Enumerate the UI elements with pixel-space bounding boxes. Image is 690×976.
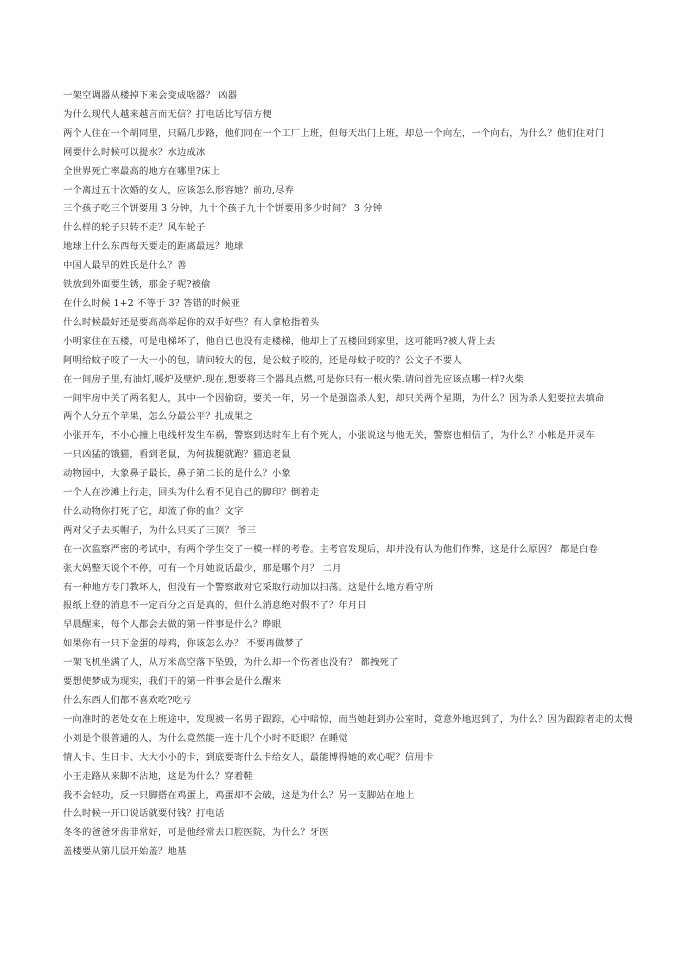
- riddle-line: 全世界死亡率最高的地方在哪里?床上: [63, 165, 221, 177]
- riddle-line: 在一次监察严密的考试中，有两个学生交了一模一样的考卷。主考官发现后，却并没有认为他们作弊，这是什么原因？ 都是白卷: [63, 543, 598, 555]
- riddle-line: 什么动物你打死了它，却流了你的血？文字: [63, 505, 244, 517]
- riddle-line: 小王走路从来脚不沾地，这是为什么？穿着鞋: [63, 770, 253, 782]
- riddle-line: 一只凶猛的饿猫，看到老鼠，为何拔腿就跑？猫追老鼠: [63, 449, 291, 461]
- riddle-line: 一架飞机坐满了人，从万米高空落下坠毁，为什么却一个伤者也没有？ 都拽死了: [63, 657, 399, 669]
- riddle-line: 两个人分五个苹果，怎么分最公平？扎成果之: [63, 411, 253, 423]
- riddle-line: 盖楼要从第几层开始盖？地基: [63, 846, 187, 858]
- riddle-line: 一架空调器从楼掉下来会变成啥器？ 凶器: [63, 90, 238, 101]
- riddle-list: [63, 87, 688, 862]
- riddle-line: 什么样的轮子只转不走？风车轮子: [63, 222, 206, 234]
- riddle-line: 如果你有一只下金蛋的母鸡，你该怎么办？ 不要再做梦了: [63, 638, 304, 650]
- riddle-line: 阿明给蚊子咬了一大一小的包，请问较大的包，是公蚊子咬的，还是母蚊子咬的？公文子不要人: [63, 354, 462, 366]
- riddle-line: 情人卡、生日卡、大大小小的卡，到底要寄什么卡给女人，最能博得她的欢心呢？信用卡: [63, 751, 434, 763]
- riddle-line: 三个孩子吃三个饼要用 3 分钟，九十个孩子九十个饼要用多少时间？ 3 分钟: [63, 203, 383, 215]
- riddle-line: 小张开车，不小心撞上电线杆发生车祸，警察到达时车上有个死人，小张说这与他无关，警察也相信了，为什么？小帐是开灵车: [63, 430, 595, 442]
- riddle-line: 中国人最早的姓氏是什么？善: [63, 260, 187, 272]
- riddle-line: 早晨醒来，每个人都会去做的第一件事是什么？睁眼: [63, 619, 282, 631]
- riddle-line: 一间牢房中关了两名犯人，其中一个因偷窃，要关一年，另一个是强盗杀人犯，却只关两个星期，为什么？因为杀人犯要拉去填命: [63, 392, 605, 404]
- riddle-line: 在什么时候 1+2 不等于 3? 答错的时候亚: [63, 297, 241, 309]
- riddle-line: 张大妈整天说个不停，可有一个月她说话最少，那是哪个月？ 二月: [63, 562, 342, 574]
- riddle-line: 要想使梦成为现实，我们干的第一件事会是什么醒来: [63, 676, 282, 688]
- riddle-line: 为什么现代人越来越言而无信？打电话比写信方便: [63, 108, 272, 120]
- riddle-line: 冬冬的爸爸牙齿非常好，可是他经常去口腔医院，为什么？牙医: [63, 827, 329, 839]
- riddle-line: 地球上什么东西每天要走的距离最远？地球: [63, 241, 244, 253]
- riddle-line: 什么东西人们都不喜欢吃?吃亏: [63, 695, 192, 706]
- riddle-line: 报纸上登的消息不一定百分之百是真的，但什么消息绝对假不了？年月日: [63, 600, 367, 612]
- riddle-line: 一个离过五十次婚的女人，应该怎么形容她？前功,尽弃: [63, 184, 295, 196]
- riddle-line: 什么时候一开口说话就要付钱？打电话: [63, 808, 225, 820]
- riddle-line: 小明家住在五楼，可是电梯坏了，他自已也没有走楼梯，他却上了五楼回到家里，这可能吗?被人背上去: [63, 335, 496, 347]
- riddle-line: 两对父子去买帽子，为什么只买了三顶？ 爷三: [63, 524, 257, 536]
- riddle-paragraph: 一向准时的老处女在上班途中，发现被一名男子跟踪，心中暗惊，而当她赶到办公室时，竟意外地迟到了，为什么？因为跟踪者走的太慢: [63, 713, 633, 725]
- riddle-line: 有一种地方专门教坏人，但没有一个警察敢对它采取行动加以扫荡。这是什么地方看守所: [63, 581, 434, 593]
- riddle-line: 动物园中，大象鼻子最长，鼻子第二长的是什么？小象: [63, 468, 291, 480]
- riddle-line: 铁放到外面要生锈，那金子呢?被偷: [63, 279, 211, 291]
- riddle-line: 小刘是个很普通的人，为什么竟然能一连十几个小时不眨眼？在睡觉: [63, 732, 348, 744]
- riddle-line: 一个人在沙滩上行走，回头为什么看不见自己的脚印？倒着走: [63, 487, 320, 499]
- riddle-line: 在一间房子里,有油灯,暖炉及壁炉.现在,想要将三个器具点燃,可是你只有一根火柴.请问首先应该点哪一样?火柴: [63, 373, 524, 385]
- riddle-line: 两个人住在一个胡同里，只隔几步路，他们同在一个工厂上班，但每天出门上班，却总一个向左，一个向右，为什么？他们住对门: [63, 127, 605, 139]
- riddle-line: 网要什么时候可以提水？水边成冰: [63, 146, 206, 158]
- riddle-line: 我不会轻功，反一只脚搭在鸡蛋上，鸡蛋却不会破，这是为什么？另一支脚站在地上: [63, 789, 415, 801]
- riddle-line: 什么时候最好还是要高高举起你的双手好些？有人拿枪指着头: [63, 316, 320, 328]
